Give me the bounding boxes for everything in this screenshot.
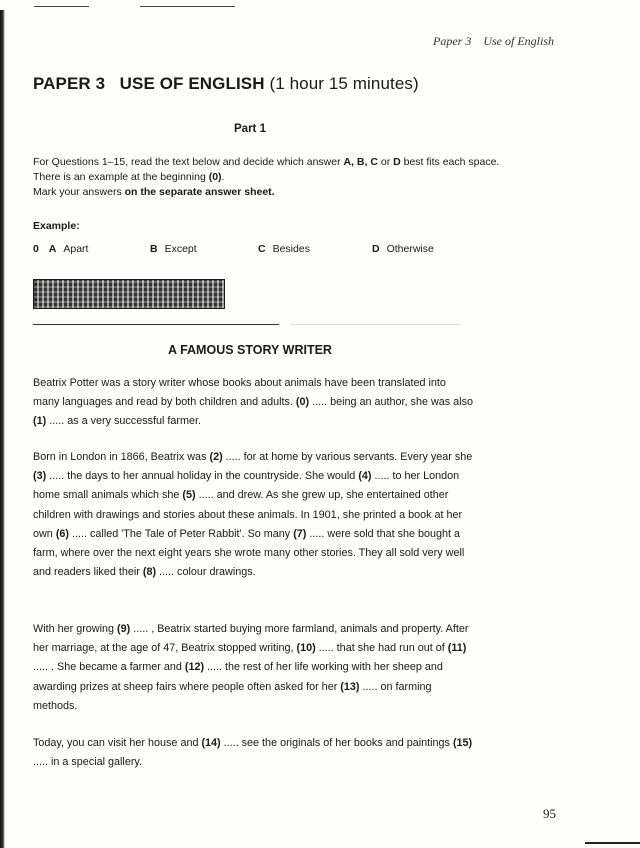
book-spine-shadow bbox=[0, 10, 5, 848]
example-option-b bbox=[150, 243, 197, 255]
gap-number: (3) bbox=[33, 470, 47, 483]
gap-number: (10) bbox=[296, 642, 316, 655]
instructions-text: For Questions 1–15, read the text below and decide which answer bbox=[33, 156, 344, 168]
story-title: A FAMOUS STORY WRITER bbox=[168, 343, 332, 357]
instructions-letter-d: D bbox=[393, 156, 401, 168]
gap-number: (9) bbox=[117, 623, 131, 635]
instructions-mark-text: Mark your answers bbox=[33, 186, 125, 198]
running-head-section: Use of English bbox=[483, 34, 554, 48]
gap-number: (14) bbox=[201, 737, 221, 749]
example-answer-grid-image bbox=[33, 279, 225, 309]
instructions-text: or bbox=[377, 156, 394, 168]
instructions-text: best fits each space. There is an example at the beginning bbox=[33, 156, 500, 183]
story-text: With her growing bbox=[33, 623, 118, 635]
story-text: ..... see the originals of her books and paintings bbox=[220, 737, 453, 749]
running-head bbox=[433, 34, 554, 49]
story-text: ..... for at home by various servants. Every year she bbox=[222, 451, 473, 463]
instructions-letters: A, B, C bbox=[343, 156, 378, 168]
story-text: ..... to her London home small animals which she bbox=[33, 470, 460, 502]
story-text: Born in London in 1866, Beatrix was bbox=[33, 451, 210, 463]
section-divider-faint bbox=[290, 324, 460, 325]
gap-number: (1) bbox=[33, 415, 47, 428]
gap-number: (6) bbox=[55, 527, 70, 540]
story-text: ..... , Beatrix started buying more farmland, animals and property. After her marriage, at the age of 47, Beatrix stopped writing, bbox=[33, 623, 469, 655]
gap-number: (12) bbox=[184, 661, 205, 674]
top-rule bbox=[140, 6, 235, 7]
gap-number: (0) bbox=[295, 396, 310, 409]
example-letter: C bbox=[258, 243, 266, 255]
story-text: Beatrix Potter was a story writer whose books about animals have been translated into many languages and read by both children and adults. bbox=[33, 377, 446, 409]
bottom-rule bbox=[585, 842, 640, 844]
story-paragraph-4 bbox=[33, 734, 473, 772]
story-text: ..... as a very successful farmer. bbox=[46, 415, 202, 428]
gap-number: (8) bbox=[142, 566, 157, 579]
example-letter: A bbox=[48, 243, 57, 255]
story-text: ..... called 'The Tale of Peter Rabbit'. So many bbox=[69, 527, 294, 540]
example-text: Except bbox=[164, 243, 197, 255]
gap-number: (13) bbox=[340, 680, 360, 693]
story-text: ..... were sold that she bought a farm, where over the next eight years she wrote many other stories. They all sold very well and readers liked their bbox=[33, 527, 465, 579]
example-number: 0 bbox=[33, 243, 39, 255]
paper-duration: (1 hour 15 minutes) bbox=[269, 74, 419, 93]
story-text: ..... that she had run out of bbox=[315, 642, 448, 655]
example-option-c bbox=[258, 243, 310, 255]
instructions-example-ref: (0) bbox=[208, 171, 222, 183]
example-letter: B bbox=[150, 243, 158, 255]
instructions-text: . bbox=[221, 171, 225, 183]
story-text: ..... and drew. As she grew up, she entertained other children with drawings and stories about these animals. In 1901, she printed a book at her own bbox=[33, 489, 463, 540]
story-text: Today, you can visit her house and bbox=[33, 737, 202, 749]
story-text: ..... . She became a farmer and bbox=[33, 661, 185, 674]
paper-title-main: PAPER 3 USE OF ENGLISH bbox=[33, 74, 265, 93]
example-text: Besides bbox=[272, 243, 310, 255]
gap-number: (5) bbox=[182, 489, 196, 502]
story-text: ..... being an author, she was also bbox=[309, 396, 473, 409]
example-letter: D bbox=[372, 243, 380, 255]
page-number: 95 bbox=[543, 806, 556, 821]
instructions bbox=[33, 155, 503, 200]
instructions-mark-bold: on the separate answer sheet. bbox=[124, 186, 275, 198]
gap-number: (11) bbox=[447, 642, 467, 655]
example-text: Otherwise bbox=[386, 243, 434, 255]
story-paragraph-3 bbox=[33, 620, 473, 716]
example-label: Example: bbox=[33, 220, 80, 232]
paper-title bbox=[33, 74, 419, 94]
example-option-d bbox=[372, 243, 434, 255]
gap-number: (7) bbox=[293, 527, 307, 540]
example-text: Apart bbox=[63, 243, 89, 255]
example-option-a bbox=[33, 243, 88, 255]
section-divider bbox=[33, 324, 279, 325]
running-head-paper: Paper 3 bbox=[433, 34, 472, 48]
story-paragraph-2 bbox=[33, 448, 473, 582]
part-title: Part 1 bbox=[234, 123, 266, 135]
story-text: ..... the days to her annual holiday in the countryside. She would bbox=[46, 470, 359, 483]
story-text: ..... in a special gallery. bbox=[33, 756, 143, 769]
story-text: ..... on farming methods. bbox=[33, 680, 432, 712]
story-text: ..... the rest of her life working with her sheep and awarding prizes at sheep fairs where people often asked for her bbox=[33, 661, 443, 693]
gap-number: (4) bbox=[358, 470, 372, 483]
story-paragraph-1 bbox=[33, 374, 473, 432]
gap-number: (15) bbox=[452, 737, 473, 749]
gap-number: (2) bbox=[209, 451, 223, 463]
top-rule bbox=[34, 6, 89, 7]
story-text: ..... colour drawings. bbox=[156, 566, 256, 579]
